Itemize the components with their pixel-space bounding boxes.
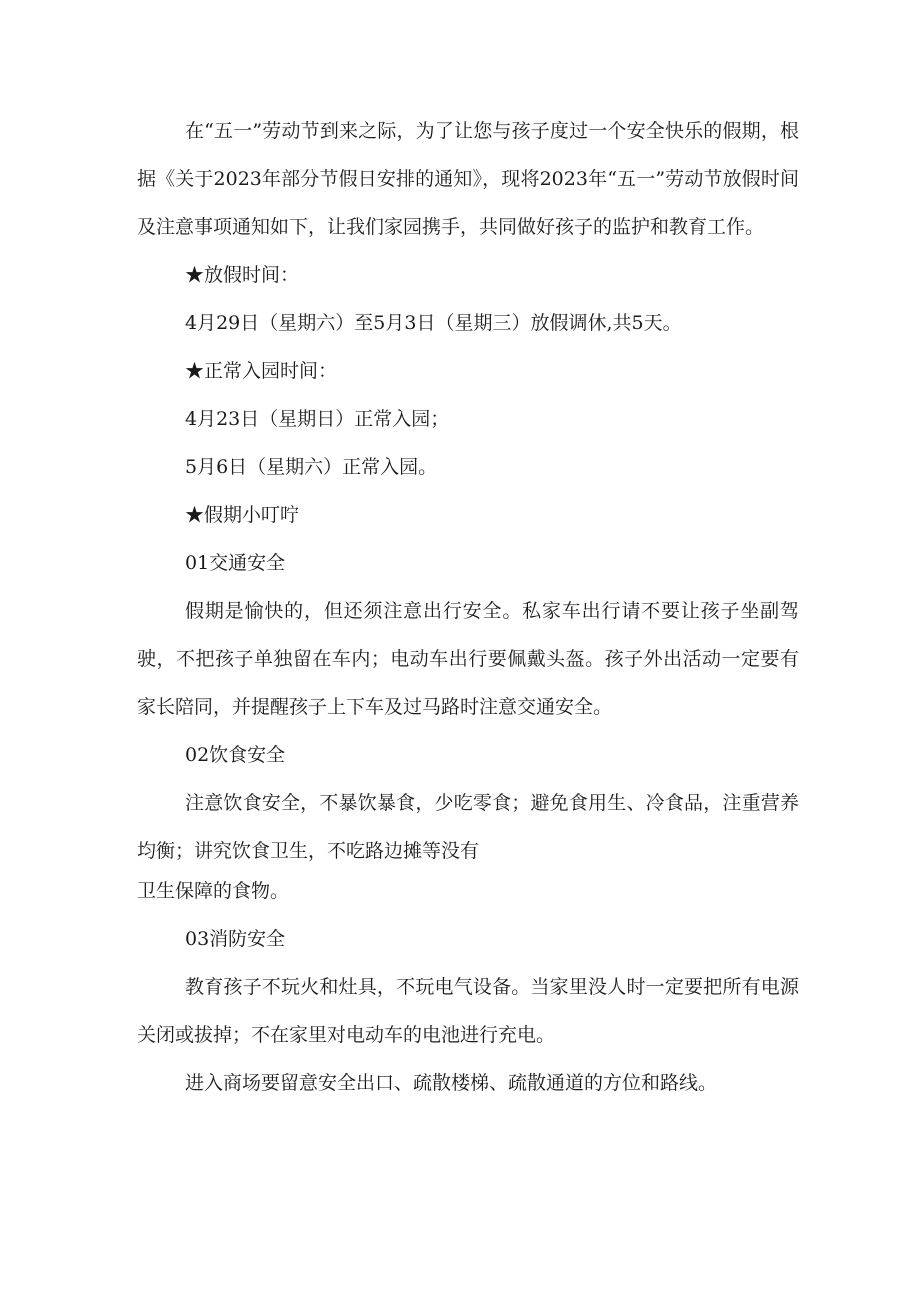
section-body-food-line-2: 卫生保障的食物。 [137, 880, 290, 902]
document-body [137, 107, 799, 1107]
section-title-fire: 03消防安全 [185, 928, 286, 950]
section-title-traffic: 01交通安全 [185, 552, 286, 574]
section-body-fire-2: 进入商场要留意安全出口、疏散楼梯、疏散通道的方位和路线。 [185, 1072, 718, 1094]
holiday-heading: ★放假时间： [185, 264, 300, 286]
tips-heading: ★假期小叮咛 [185, 504, 300, 526]
school-line-1: 4月23日（星期日）正常入园； [185, 408, 450, 430]
section-body-fire: 教育孩子不玩火和灶具，不玩电气设备。当家里没人时一定要把所有电源关闭或拔掉；不在家里对电动车的电池进行充电。 [137, 976, 799, 1046]
section-body-traffic: 假期是愉快的，但还须注意出行安全。私家车出行请不要让孩子坐副驾驶，不把孩子单独留在车内；电动车出行要佩戴头盔。孩子外出活动一定要有家长陪同，并提醒孩子上下车及过马路时注意交通安全。 [137, 600, 799, 718]
holiday-text: 4月29日（星期六）至5月3日（星期三）放假调休,共5天。 [185, 312, 682, 334]
section-title-food: 02饮食安全 [185, 744, 286, 766]
school-heading: ★正常入园时间： [185, 360, 338, 382]
school-line-2: 5月6日（星期六）正常入园。 [185, 456, 438, 478]
section-body-food-line-1: 注意饮食安全，不暴饮暴食，少吃零食；避免食用生、冷食品，注重营养均衡；讲究饮食卫生，不吃路边摊等没有 [137, 792, 799, 862]
intro-paragraph: 在“五一”劳动节到来之际，为了让您与孩子度过一个安全快乐的假期，根据《关于2023年部分节假日安排的通知》，现将2023年“五一”劳动节放假时间及注意事项通知如下，让我们家园携手，共同做好孩子的监护和教育工作。 [137, 120, 799, 238]
